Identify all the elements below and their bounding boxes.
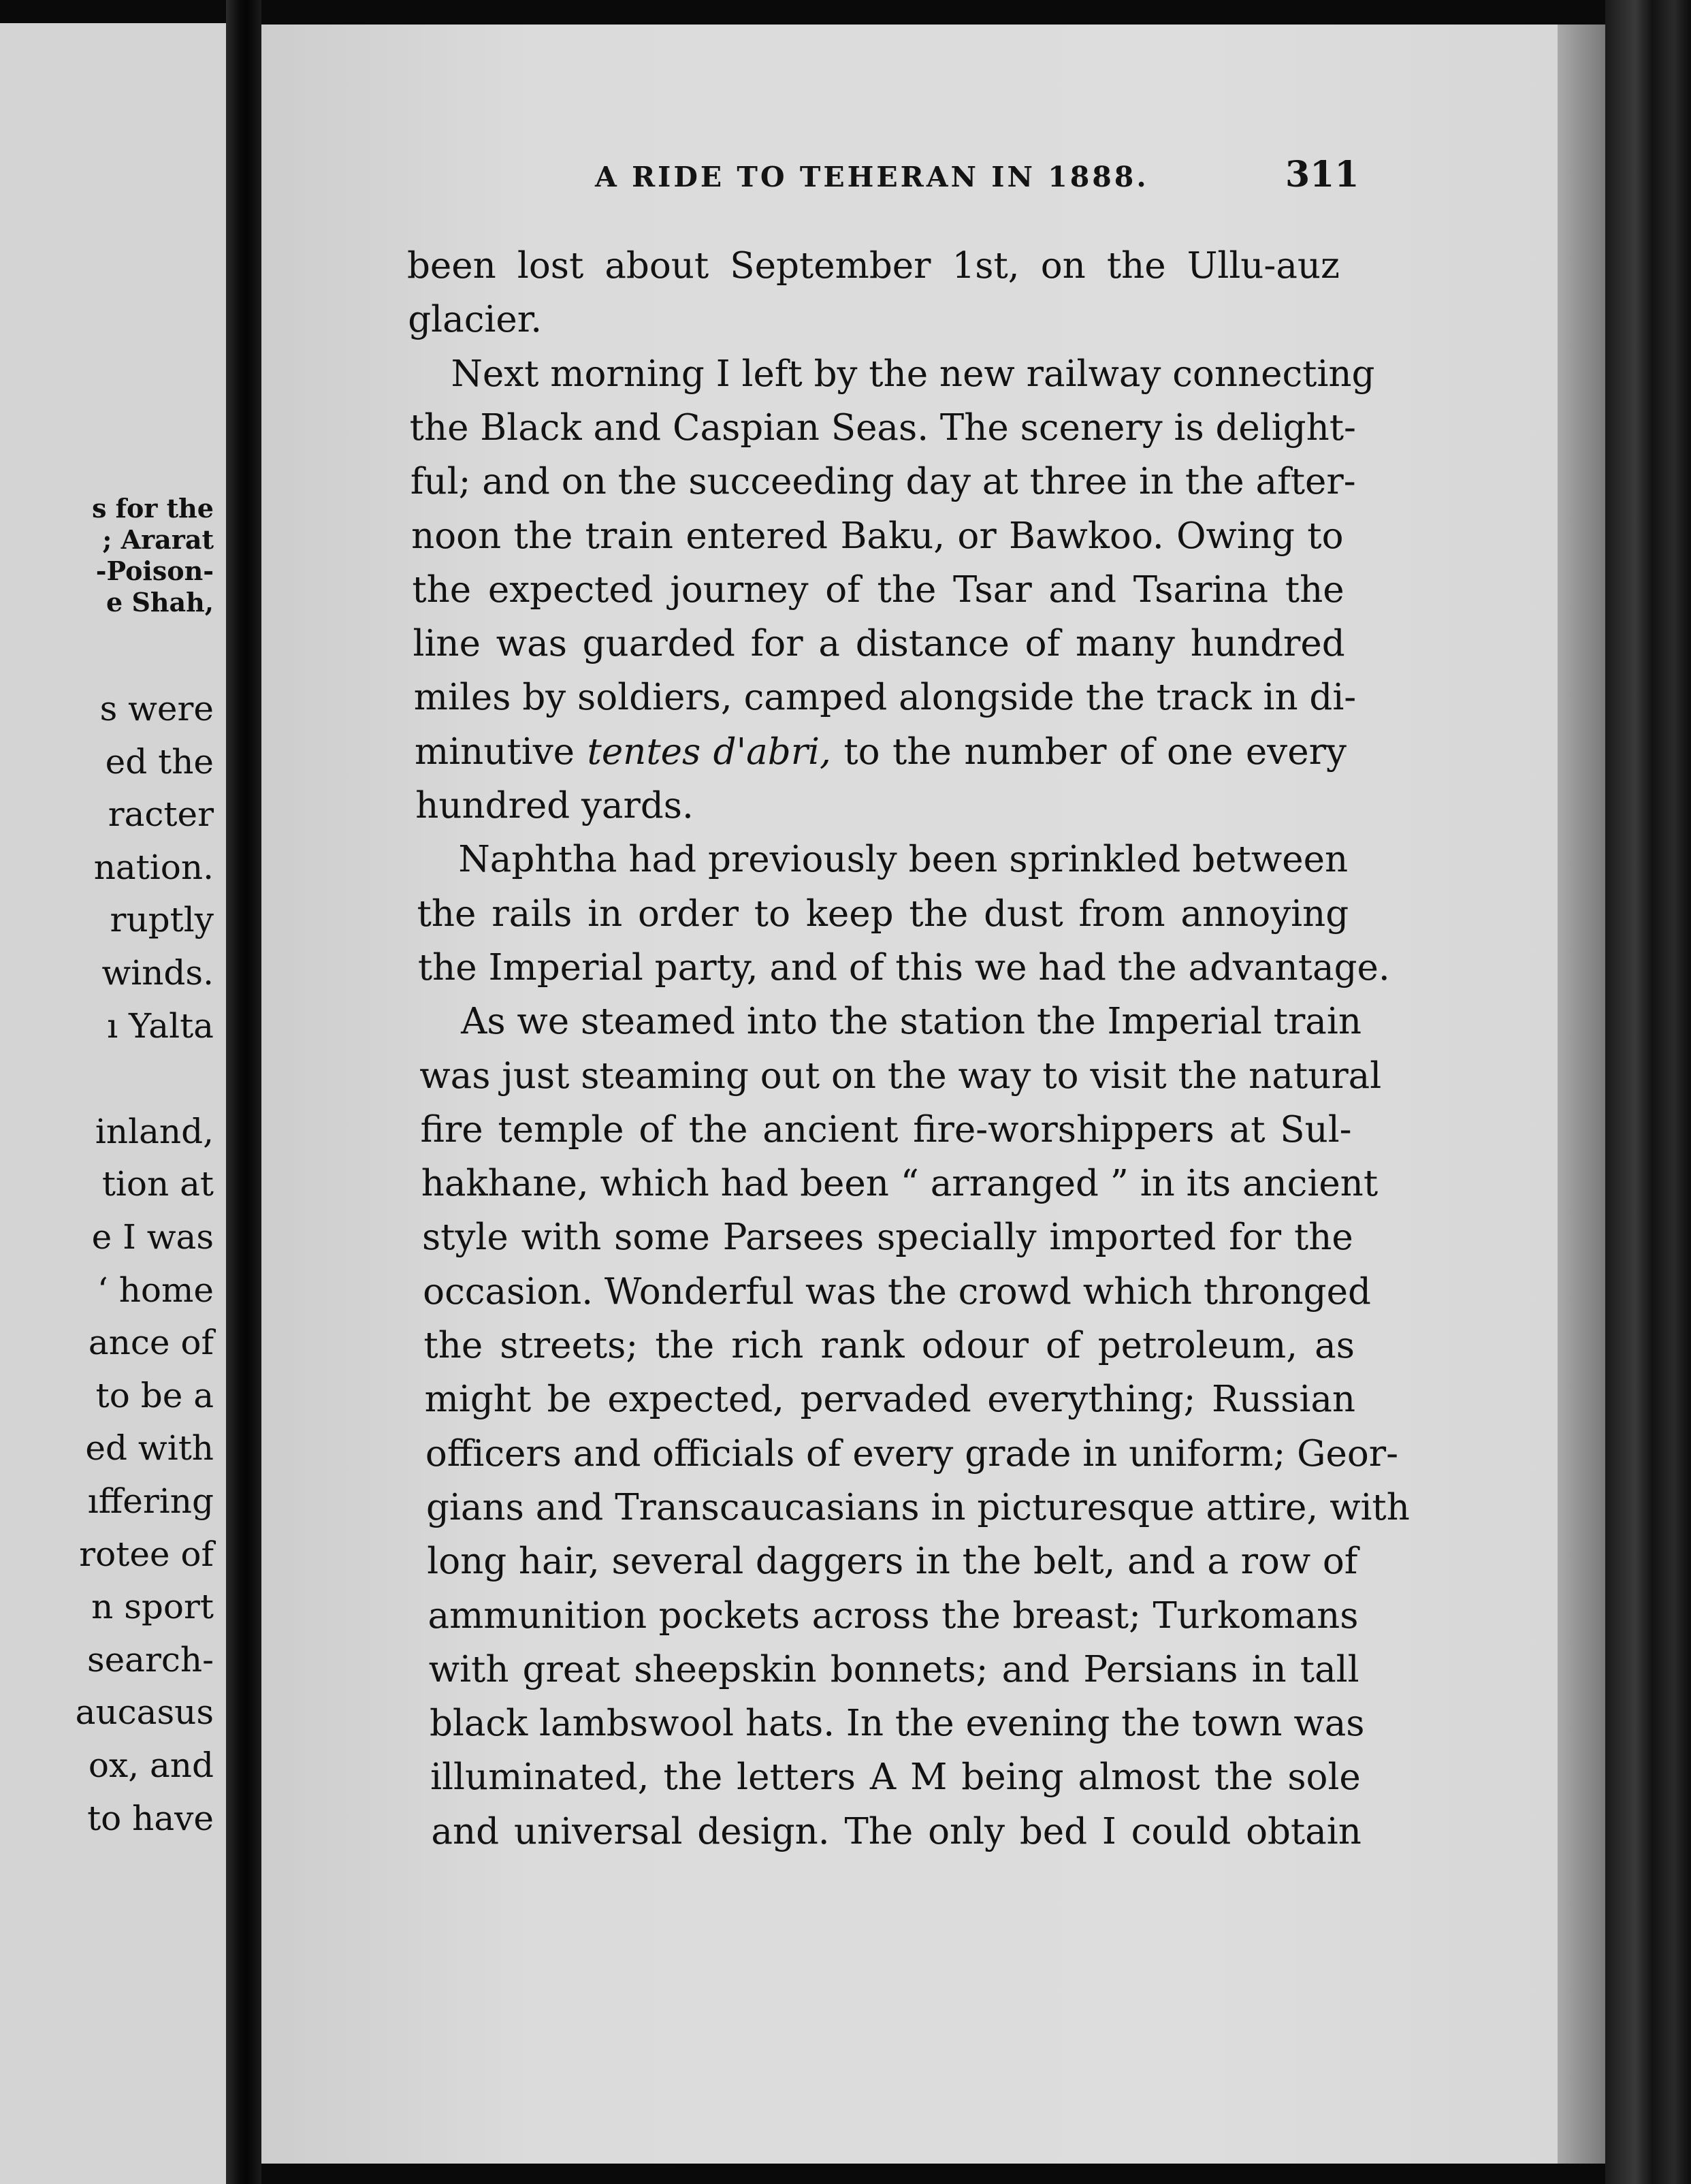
body-line: As we steamed into the station the Imperial train [461,1001,1362,1043]
body-line: the Black and Caspian Seas. The scenery is delight- [409,406,1356,449]
body-line: gians and Transcaucasians in picturesque attire, with [426,1486,1410,1528]
book-gutter [226,0,261,2184]
left-sidenote-line: s for the [92,493,214,524]
body-line-text: to the number of one every [831,730,1347,773]
body-line: might be expected, pervaded everything; Russian [424,1379,1356,1421]
left-page-line: to be a [95,1375,214,1415]
left-page-line: to have [87,1798,214,1838]
body-line: Next morning I left by the new railway connecting [451,353,1375,395]
left-page-line: winds. [101,953,214,993]
left-page-line: tion at [101,1164,214,1204]
body-line: officers and officials of every grade in uniform; Geor- [425,1432,1399,1475]
body-line-text: minutive [414,730,587,773]
body-line: the expected journey of the Tsar and Tsarina the [412,568,1344,611]
body-line: and universal design. The only bed I could obtain [431,1810,1362,1852]
left-page-line: ed with [85,1428,214,1468]
left-page [0,23,226,2184]
left-page-line: ı Yalta [107,1006,214,1046]
body-line: been lost about September 1st, on the Ullu-auz [407,245,1340,287]
left-sidenote-line: e Shah, [106,587,214,617]
italic-phrase: tentes d'abri, [587,730,831,773]
left-page-line: ruptly [110,900,214,940]
left-page-line: ʻ home [97,1270,214,1310]
body-line: fire temple of the ancient fire-worshippers at Sul- [420,1108,1352,1151]
body-line: Naphtha had previously been sprinkled between [458,839,1349,881]
left-page-line: rotee of [79,1534,214,1574]
body-line: style with some Parsees specially imported for the [421,1217,1353,1259]
body-line: long hair, several daggers in the belt, and a row of [427,1541,1358,1583]
body-line: hakhane, which had been “ arranged ” in its ancient [421,1163,1379,1205]
book-edge [1605,0,1691,2184]
body-line: line was guarded for a distance of many hundred [413,623,1345,665]
left-page-line: inland, [95,1111,214,1151]
left-page-line: racter [108,794,214,835]
left-page-line: ıffering [87,1481,214,1521]
left-page-line: ed the [105,741,214,782]
body-line: occasion. Wonderful was the crowd which thronged [423,1270,1371,1313]
body-line: noon the train entered Baku, or Bawkoo. Owing to [411,515,1344,557]
left-page-line: nation. [93,847,214,887]
body-line [414,730,1347,773]
body-line: ammunition pockets across the breast; Turkomans [428,1594,1359,1637]
left-sidenote-line: -Poison- [95,556,214,586]
body-line: was just steaming out on the way to visit the natural [419,1055,1382,1097]
body-line: the streets; the rich rank odour of petroleum, as [423,1325,1355,1366]
left-page-line: n sport [91,1587,214,1627]
body-line: the rails in order to keep the dust from annoying [417,893,1349,935]
body-line: black lambswool hats. In the evening the town was [429,1703,1365,1745]
running-head: A RIDE TO TEHERAN IN 1888. [595,161,1149,193]
left-sidenote-line: ; Ararat [102,524,214,555]
body-line: illuminated, the letters A M being almost the sole [430,1756,1361,1799]
left-page-line: search- [86,1639,214,1680]
body-line: with great sheepskin bonnets; and Persians in tall [428,1648,1359,1690]
page-edge-shadow [1558,25,1605,2164]
body-line: glacier. [408,299,543,341]
left-page-line: e I was [91,1217,214,1257]
body-line: miles by soldiers, camped alongside the track in di- [413,677,1357,719]
left-page-line: ox, and [88,1746,214,1785]
left-page-line: s were [99,689,214,728]
page-number: 311 [1285,154,1359,195]
left-page-line: ance of [88,1323,214,1363]
body-line: hundred yards. [415,785,694,826]
left-page-line: aucasus [75,1692,214,1733]
body-line: the Imperial party, and of this we had the advantage. [417,946,1390,989]
body-line: ful; and on the succeeding day at three in the after- [410,461,1356,503]
